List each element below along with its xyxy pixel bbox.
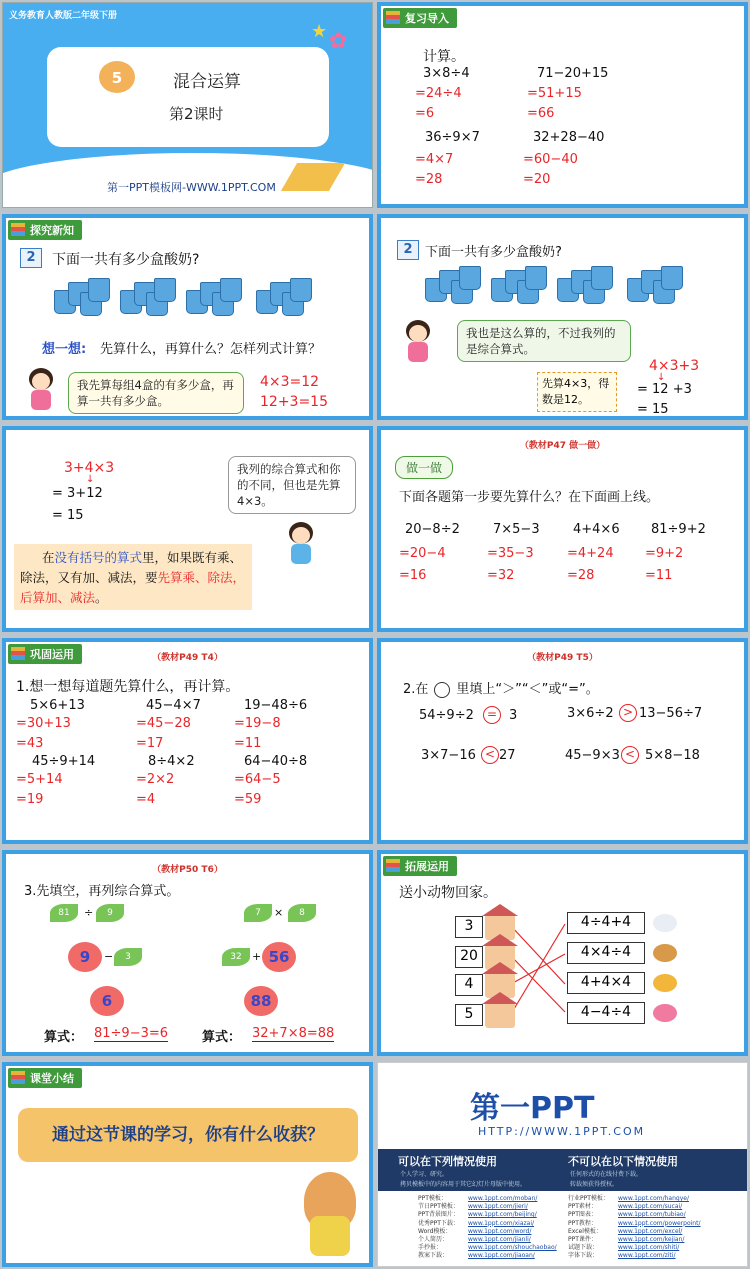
link-label: PPT课件：: [568, 1236, 597, 1244]
brand-logo: 第一PPT: [470, 1091, 595, 1126]
yogurt-extra: [256, 278, 304, 316]
rule-highlight-1: 没有括号的算式: [54, 550, 143, 565]
equation-2: 12+3=15: [260, 394, 328, 410]
link-label: Excel模板：: [568, 1227, 602, 1235]
link-label: PPT素材：: [568, 1203, 597, 1211]
slide-explore[interactable]: [2, 214, 373, 420]
r3-right: 27: [499, 748, 516, 763]
formula-1: 81÷9−3=6: [94, 1026, 169, 1041]
q5-expr: 8÷4×2: [148, 754, 195, 769]
think-prompt: 先算什么，再算什么？怎样列式计算？: [100, 342, 322, 357]
q6-s2: =59: [234, 792, 262, 807]
link-row: [418, 1211, 557, 1219]
r3-left: 3×7−16: [421, 748, 476, 763]
equation-1: 4×3=12: [260, 374, 320, 390]
q5-s1: =2×2: [136, 772, 175, 787]
house-num-1: 3: [455, 916, 483, 938]
q4-expr: 45÷9+14: [32, 754, 96, 769]
link-url[interactable]: www.1ppt.com/powerpoint/: [618, 1219, 701, 1227]
series-header: 义务教育人教版二年级下册: [9, 11, 118, 21]
slide-rule[interactable]: [2, 426, 373, 632]
link-label: 个人简历：: [418, 1236, 449, 1244]
r1-answer: =: [483, 706, 501, 724]
step-b1: =51+15: [527, 86, 582, 101]
op-2: +: [252, 950, 262, 963]
slide-footer-ad[interactable]: [377, 1062, 748, 1267]
expr-box-3: 4+4×4: [567, 972, 645, 994]
link-url[interactable]: www.1ppt.com/jianli/: [468, 1236, 531, 1244]
speech-bubble: 我列的综合算式和你的不同，但也是先算4×3。: [228, 456, 356, 514]
expr-d: 32+28−40: [533, 130, 605, 145]
slide-consolidate[interactable]: [2, 638, 373, 844]
lesson-title: 混合运算: [173, 72, 241, 92]
brand-url: HTTP://WWW.1PPT.COM: [478, 1125, 646, 1138]
problem-number: 2: [397, 240, 419, 260]
leaf-b: 9: [96, 904, 124, 922]
yogurt-group-1: [54, 278, 102, 316]
link-label: PPT模板：: [418, 1195, 447, 1202]
step-a1: =24÷4: [415, 86, 462, 101]
expression: 4×3+3: [649, 358, 700, 374]
section-tag: 巩固运用: [8, 644, 82, 664]
cannot-use-2: 转载须获得授权。: [570, 1181, 619, 1188]
q4-s2: =19: [16, 792, 44, 807]
slide-fill[interactable]: [2, 850, 373, 1056]
rabbit-icon: [653, 914, 677, 932]
link-20: [511, 956, 565, 1012]
q2-expr: 45−4×7: [146, 698, 201, 713]
item-1-s2: =16: [399, 568, 427, 583]
textbook-ref: （教材P49 T5）: [527, 653, 598, 663]
paw-icon: 5: [99, 61, 135, 93]
op-2: −: [104, 950, 114, 963]
item-2-s2: =32: [487, 568, 515, 583]
step-1: = 3+12: [52, 486, 103, 501]
yogurt-group-2: [120, 278, 168, 316]
item-3-expr: 4+4×6: [573, 522, 620, 537]
house-num-2: 20: [455, 946, 483, 968]
link-url[interactable]: www.1ppt.com/kejian/: [618, 1236, 685, 1244]
practice-badge: 做一做: [395, 456, 453, 479]
note-box: 先算4×3，得数是12。: [537, 372, 617, 412]
expr-c: 36÷9×7: [425, 130, 480, 145]
task-title: 3.先填空，再列综合算式。: [24, 884, 180, 899]
expr-box-1: 4÷4+4: [567, 912, 645, 934]
yogurt-group-3: [186, 278, 234, 316]
rule-part-c: 里，如果既有乘、除法，又有加、减法，要: [20, 550, 243, 585]
leaf-a: 81: [50, 904, 78, 922]
item-4-s1: =9+2: [645, 546, 684, 561]
q3-s2: =11: [234, 736, 262, 751]
op-1: ÷: [84, 906, 94, 919]
star-icon: ★: [311, 21, 328, 42]
dog-icon: [653, 974, 677, 992]
girl-avatar: [403, 320, 433, 362]
title-b: 里填上“＞”“＜”或“=”。: [456, 682, 599, 697]
step-a2: =6: [415, 106, 435, 121]
slide-extend[interactable]: [377, 850, 748, 1056]
link-url[interactable]: www.1ppt.com/shouchaobao/: [468, 1244, 557, 1252]
instruction: 下面各题第一步要先算什么？在下面画上线。: [399, 490, 660, 505]
step-2: = 15: [52, 508, 84, 523]
girl-avatar: [26, 368, 56, 410]
link-label: PPT教程：: [568, 1219, 597, 1227]
leaf-a: 7: [244, 904, 272, 922]
link-row: [568, 1211, 700, 1219]
slide-practice[interactable]: [377, 426, 748, 632]
step-d1: =60−40: [523, 152, 578, 167]
link-row: [568, 1195, 700, 1203]
section-tag: 复习导入: [383, 8, 457, 28]
q6-expr: 64−40÷8: [244, 754, 308, 769]
textbook-ref: （教材P49 T4）: [152, 653, 223, 663]
task-title: 1.想一想每道题先算什么，再计算。: [16, 679, 240, 695]
house-num-4: 5: [455, 1004, 483, 1026]
textbook-ref: （教材P50 T6）: [152, 865, 223, 875]
house-icon: [485, 1002, 515, 1028]
link-url[interactable]: www.1ppt.com/hangye/: [618, 1195, 689, 1202]
problem-number: 2: [20, 248, 42, 268]
link-row: [418, 1236, 557, 1244]
section-tag: 拓展运用: [383, 856, 457, 876]
slide-summary[interactable]: [2, 1062, 373, 1267]
q3-expr: 19−48÷6: [244, 698, 308, 713]
apple-result: 88: [244, 986, 278, 1016]
item-2-expr: 7×5−3: [493, 522, 540, 537]
r4-answer: <: [621, 746, 639, 764]
step-arrow: ↓: [657, 372, 666, 383]
link-url[interactable]: www.1ppt.com/shiti/: [618, 1244, 680, 1252]
item-4-s2: =11: [645, 568, 673, 583]
r2-left: 3×6÷2: [567, 706, 614, 721]
can-use-1: 个人学习、研究。: [400, 1171, 449, 1178]
bear-body: [310, 1216, 350, 1256]
r3-answer: <: [481, 746, 499, 764]
op-1: ×: [274, 906, 284, 919]
r2-answer: >: [619, 704, 637, 722]
item-3-s1: =4+24: [567, 546, 614, 561]
link-label: 手抄报：: [418, 1244, 443, 1252]
item-4-expr: 81÷9+2: [651, 522, 706, 537]
link-label: 字体下载：: [568, 1252, 599, 1260]
link-list-right: [568, 1195, 700, 1261]
r4-left: 45−9×3: [565, 748, 620, 763]
circle-icon: [434, 682, 450, 698]
item-2-s1: =35−3: [487, 546, 534, 561]
link-row: [418, 1220, 557, 1228]
link-label: PPT图表：: [568, 1211, 597, 1219]
step-arrow: ↓: [86, 474, 95, 485]
link-url[interactable]: www.1ppt.com/ziti/: [618, 1252, 676, 1260]
speech-bubble: 我先算每组4盒的有多少盒，再算一共有多少盒。: [68, 372, 244, 414]
q5-s2: =4: [136, 792, 156, 807]
link-row: [418, 1195, 557, 1203]
expr-box-4: 4−4÷4: [567, 1002, 645, 1024]
formula-2: 32+7×8=88: [252, 1026, 335, 1041]
expression: 3+4×3: [64, 460, 115, 476]
item-1-expr: 20−8÷2: [405, 522, 460, 537]
formula-label-1: 算式：: [44, 1030, 84, 1045]
horse-icon: [653, 1004, 677, 1022]
link-url[interactable]: www.1ppt.com/tubiao/: [618, 1211, 686, 1219]
can-use-title: 可以在下列情况使用: [398, 1155, 497, 1168]
apple-result: 6: [90, 986, 124, 1016]
flower-icon: ✿: [329, 29, 348, 54]
q1-s1: =30+13: [16, 716, 71, 731]
link-row: [418, 1252, 557, 1260]
task-title: 送小动物回家。: [399, 885, 497, 901]
expr-box-2: 4×4÷4: [567, 942, 645, 964]
link-url[interactable]: www.1ppt.com/excel/: [618, 1227, 683, 1235]
slide-review[interactable]: [377, 2, 748, 208]
think-label: 想一想:: [42, 342, 87, 357]
link-label: 试题下载：: [568, 1244, 599, 1252]
link-url[interactable]: www.1ppt.com/word/: [468, 1227, 532, 1235]
rule-part-e: 。: [95, 590, 108, 605]
r2-right: 13−56÷7: [639, 706, 703, 721]
q6-s1: =64−5: [234, 772, 281, 787]
step-d2: =20: [523, 172, 551, 187]
link-list-left: [418, 1195, 557, 1261]
yogurt-group-1: [425, 266, 473, 304]
link-label: PPT背景图片：: [418, 1211, 459, 1219]
leaf-c: 3: [114, 948, 142, 966]
step-2: = 15: [637, 402, 669, 417]
link-row: [568, 1220, 700, 1228]
yogurt-group-3: [557, 266, 605, 304]
task-title: [403, 678, 599, 698]
cannot-use-1: 任何形式的在线付费下载。: [570, 1171, 643, 1178]
r4-right: 5×8−18: [645, 748, 700, 763]
link-row: [568, 1236, 700, 1244]
rule-box: [14, 544, 252, 610]
link-row: [418, 1228, 557, 1236]
link-url[interactable]: www.1ppt.com/sucai/: [618, 1203, 683, 1211]
link-row: [568, 1228, 700, 1236]
apple-mid: 9: [68, 942, 102, 972]
q2-s1: =45−28: [136, 716, 191, 731]
q4-s1: =5+14: [16, 772, 63, 787]
r1-right: 3: [509, 708, 518, 723]
yogurt-group-2: [491, 266, 539, 304]
link-url[interactable]: www.1ppt.com/moban/: [468, 1195, 538, 1202]
slide-compare[interactable]: [377, 638, 748, 844]
leaf-b: 8: [288, 904, 316, 922]
expr-b: 71−20+15: [537, 66, 609, 81]
step-c1: =4×7: [415, 152, 454, 167]
turtle-icon: [653, 944, 677, 962]
slide-cover[interactable]: [2, 2, 373, 208]
house-num-3: 4: [455, 974, 483, 996]
q1-expr: 5×6+13: [30, 698, 85, 713]
question: 下面一共有多少盒酸奶?: [425, 245, 562, 260]
link-url[interactable]: www.1ppt.com/xiazai/: [468, 1219, 535, 1227]
lesson-period: 第2课时: [169, 105, 224, 123]
step-c2: =28: [415, 172, 443, 187]
question: 下面一共有多少盒酸奶?: [52, 252, 200, 268]
can-use-2: 拷贝模板中的内容用于其它幻灯片母版中使用。: [400, 1181, 527, 1188]
speech-bubble: 我也是这么算的，不过我列的是综合算式。: [457, 320, 631, 362]
link-row: [568, 1252, 700, 1260]
section-tag: 课堂小结: [8, 1068, 82, 1088]
summary-banner: 通过这节课的学习，你有什么收获？: [18, 1108, 358, 1162]
apple-mid: 56: [262, 942, 296, 972]
item-3-s2: =28: [567, 568, 595, 583]
cannot-use-title: 不可以在以下情况使用: [568, 1155, 678, 1168]
r1-left: 54÷9÷2: [419, 708, 474, 723]
link-label: Word模板：: [418, 1227, 452, 1235]
title-card: [47, 47, 329, 147]
link-label: 节日PPT模板：: [418, 1203, 459, 1211]
step-b2: =66: [527, 106, 555, 121]
heading: 计算。: [423, 49, 465, 65]
formula-label-2: 算式：: [202, 1030, 242, 1045]
boy-avatar: [286, 522, 316, 564]
rule-highlight-2: 先算乘、除法，后算加、减法: [20, 570, 246, 605]
leaf-c: 32: [222, 948, 250, 966]
link-url[interactable]: www.1ppt.com/beijing/: [468, 1211, 537, 1219]
q1-s2: =43: [16, 736, 44, 751]
site-url: 第一PPT模板网-WWW.1PPT.COM: [107, 181, 276, 194]
textbook-ref: （教材P47 做一做）: [519, 441, 606, 451]
link-label: 行业PPT模板：: [568, 1195, 609, 1202]
q3-s1: =19−8: [234, 716, 281, 731]
slide-combined[interactable]: [377, 214, 748, 420]
item-1-s1: =20−4: [399, 546, 446, 561]
link-3: [511, 926, 565, 984]
yogurt-extra: [627, 266, 675, 304]
link-label: 教案下载：: [418, 1252, 449, 1260]
q2-s2: =17: [136, 736, 164, 751]
link-url[interactable]: www.1ppt.com/jieri/: [468, 1203, 528, 1211]
expr-a: 3×8÷4: [423, 66, 470, 81]
step-1: = 12 +3: [637, 382, 692, 397]
link-5: [511, 924, 565, 1014]
title-a: 2.在: [403, 682, 429, 697]
link-url[interactable]: www.1ppt.com/jiaoan/: [468, 1252, 535, 1260]
section-tag: 探究新知: [8, 220, 82, 240]
rule-part-a: 在: [42, 550, 55, 565]
connect-lines: [381, 854, 744, 1052]
link-label: 优秀PPT下载：: [418, 1219, 459, 1227]
